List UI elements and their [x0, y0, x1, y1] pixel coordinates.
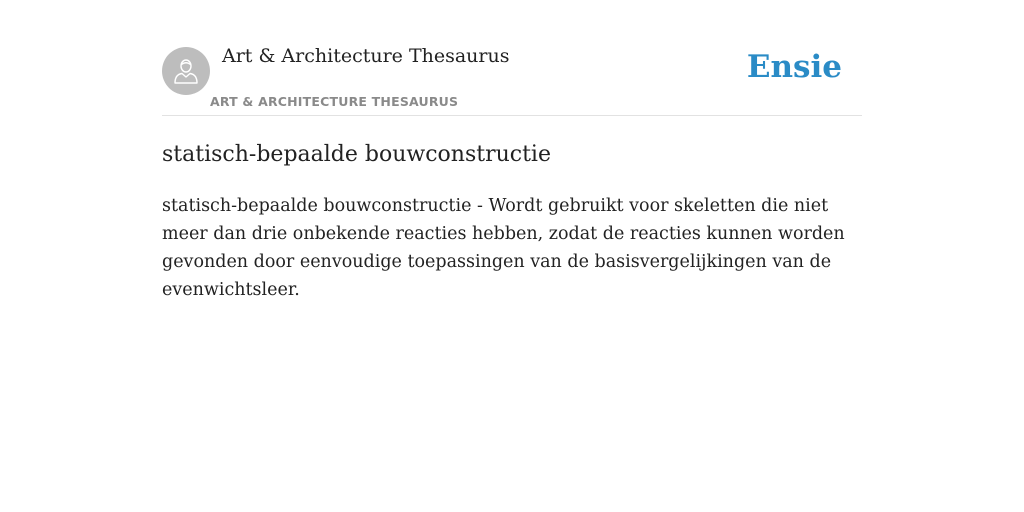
user-icon	[171, 56, 201, 86]
term-definition: statisch-bepaalde bouwconstructie - Wordt gebruikt voor skeletten die niet meer dan drie onbekende reacties hebben, zodat de reacties kunnen worden gevonden door eenvoudige toepassingen van de basisvergelijkingen van de evenwichtsleer.	[162, 196, 845, 300]
author-name[interactable]: Art & Architecture Thesaurus	[222, 45, 510, 67]
content-container	[162, 0, 862, 304]
term-title: statisch-bepaalde bouwconstructie	[162, 142, 551, 167]
source-label[interactable]: ART & ARCHITECTURE THESAURUS	[210, 94, 459, 109]
ensie-logo[interactable]: Ensie	[746, 49, 842, 85]
author-avatar[interactable]	[162, 47, 210, 95]
entry-header	[162, 0, 862, 116]
